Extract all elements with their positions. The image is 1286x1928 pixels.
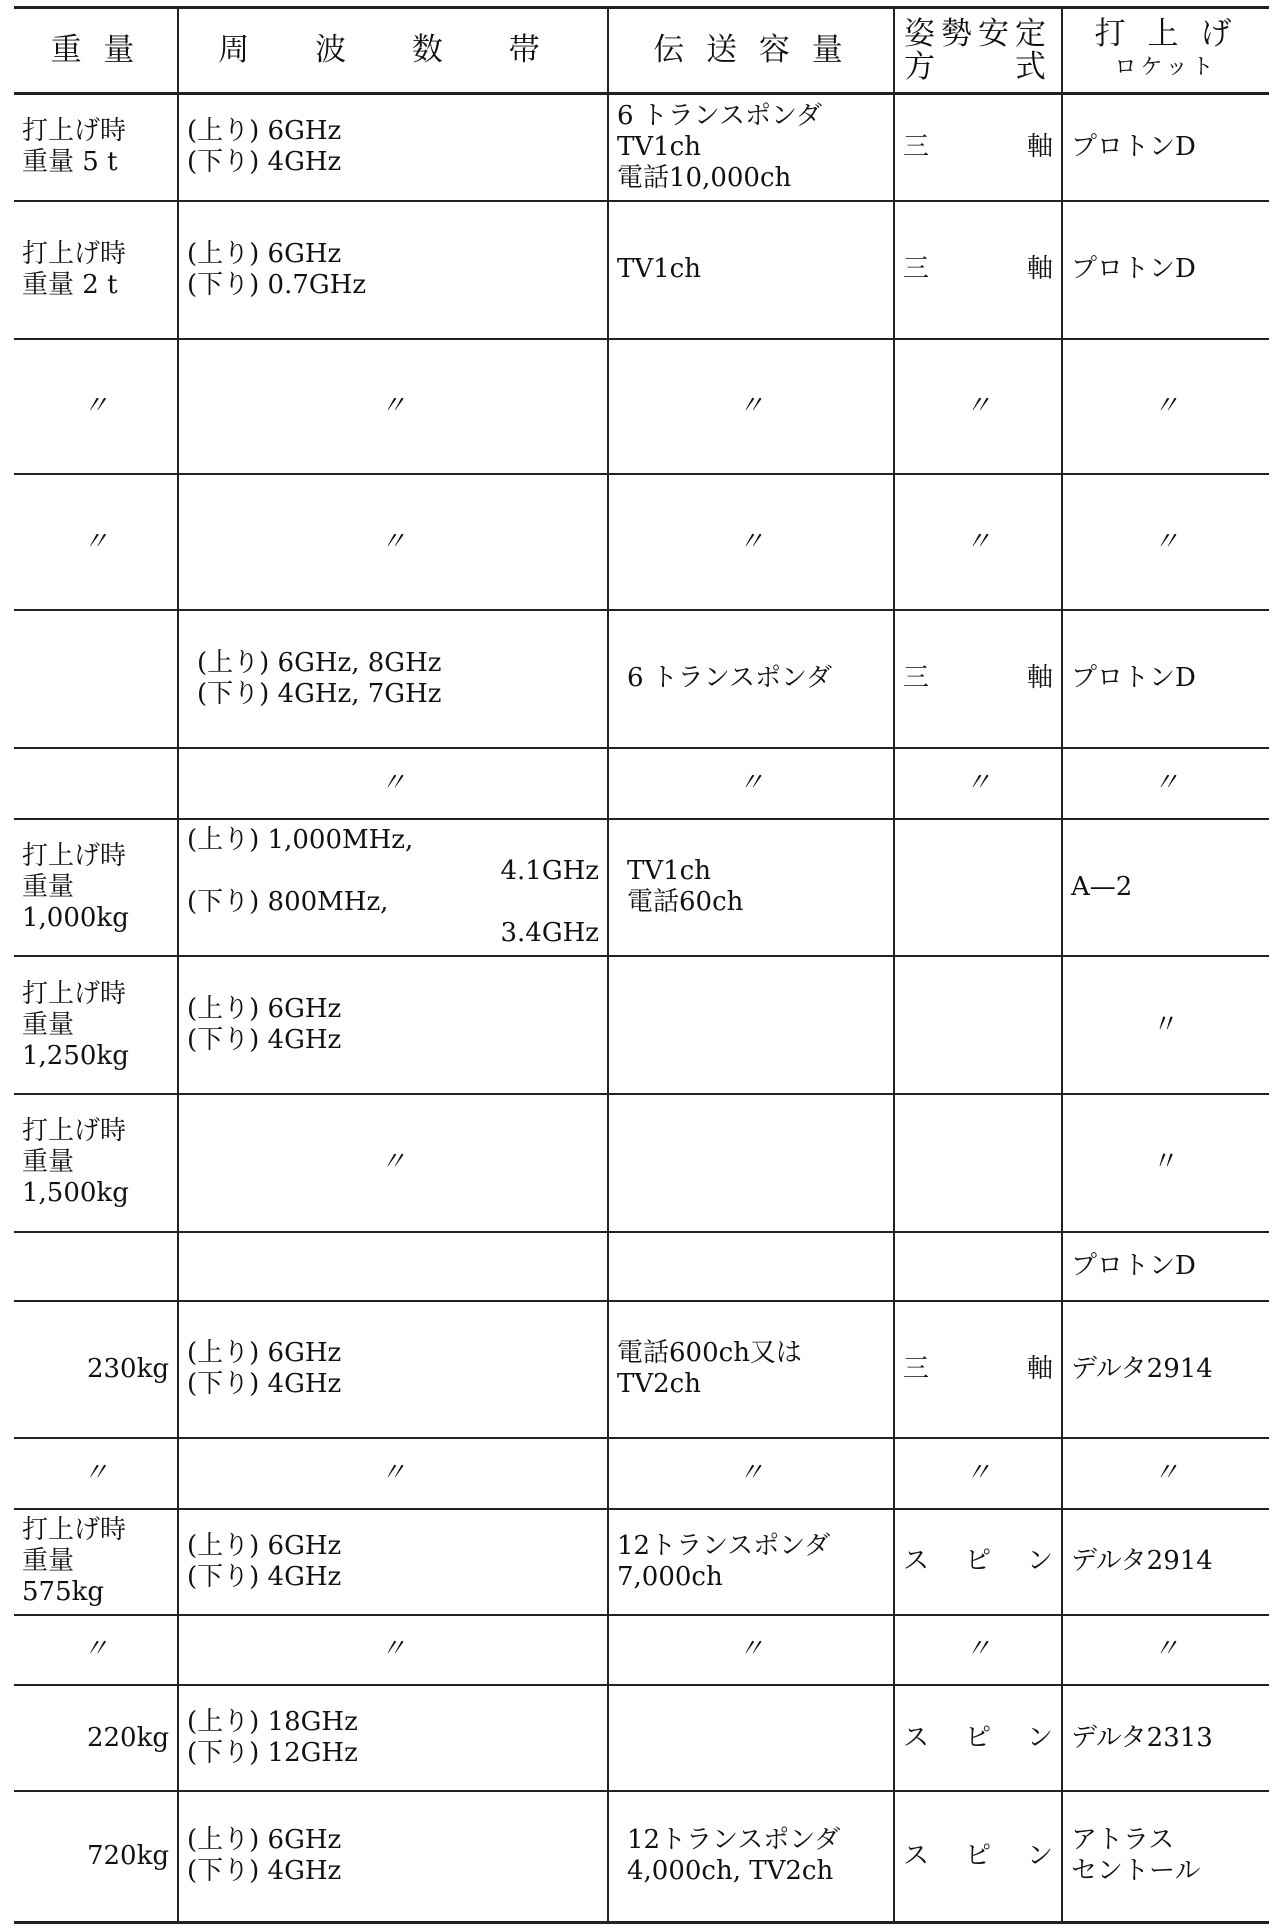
cell-capacity: 6 トランスポンダ TV1ch 電話10,000ch xyxy=(608,94,894,201)
cell-frequency: (上り) 6GHz (下り) 4GHz xyxy=(178,956,608,1094)
cell-frequency: 〃 xyxy=(178,1615,608,1686)
table-row xyxy=(14,610,1269,748)
cell-capacity: TV1ch 電話60ch xyxy=(608,819,894,957)
frequency-down: (下り) 800MHz, xyxy=(187,887,389,918)
header-rocket-line1: 打 上 げ xyxy=(1094,15,1238,52)
frequency-down-cont: 3.4GHz xyxy=(500,918,599,949)
cell-capacity: TV1ch xyxy=(608,201,894,339)
table-row xyxy=(14,1301,1269,1439)
cell-attitude: 〃 xyxy=(894,339,1062,475)
cell-weight: 220kg xyxy=(14,1685,178,1790)
cell-rocket: デルタ2914 xyxy=(1062,1301,1269,1439)
cell-weight xyxy=(14,1232,178,1301)
cell-rocket: 〃 xyxy=(1062,748,1269,819)
cell-rocket: デルタ2313 xyxy=(1062,1685,1269,1790)
cell-weight: 〃 xyxy=(14,1438,178,1509)
cell-attitude xyxy=(894,819,1062,957)
header-attitude-line2: 方 式 xyxy=(904,48,1052,85)
cell-attitude: 三 軸 xyxy=(894,1301,1062,1439)
cell-rocket: プロトンD xyxy=(1062,610,1269,748)
cell-rocket: 〃 xyxy=(1062,956,1269,1094)
cell-weight: 〃 xyxy=(14,339,178,475)
cell-weight: 〃 xyxy=(14,474,178,610)
cell-frequency: (上り) 18GHz (下り) 12GHz xyxy=(178,1685,608,1790)
cell-attitude xyxy=(894,956,1062,1094)
frequency-up-cont: 4.1GHz xyxy=(500,856,599,887)
cell-attitude: 三 軸 xyxy=(894,610,1062,748)
cell-rocket: デルタ2914 xyxy=(1062,1509,1269,1614)
cell-frequency: (上り) 6GHz (下り) 4GHz xyxy=(178,1509,608,1614)
cell-frequency: (上り) 6GHz (下り) 4GHz xyxy=(178,94,608,201)
table-row xyxy=(14,1791,1269,1923)
header-rocket xyxy=(1062,8,1269,94)
cell-attitude: ス ピ ン xyxy=(894,1685,1062,1790)
table-row xyxy=(14,1438,1269,1509)
cell-weight: 720kg xyxy=(14,1791,178,1923)
cell-rocket: 〃 xyxy=(1062,1094,1269,1232)
header-weight: 重 量 xyxy=(14,8,178,94)
cell-rocket: 〃 xyxy=(1062,339,1269,475)
table-row xyxy=(14,1509,1269,1614)
cell-capacity xyxy=(608,1685,894,1790)
cell-weight: 打上げ時 重量 5 t xyxy=(14,94,178,201)
cell-rocket: A—2 xyxy=(1062,819,1269,957)
cell-capacity: 〃 xyxy=(608,339,894,475)
cell-attitude: 〃 xyxy=(894,1615,1062,1686)
cell-rocket: プロトンD xyxy=(1062,94,1269,201)
cell-weight: 打上げ時 重量 575kg xyxy=(14,1509,178,1614)
cell-weight xyxy=(14,610,178,748)
table-row xyxy=(14,1615,1269,1686)
cell-rocket: プロトンD xyxy=(1062,1232,1269,1301)
cell-frequency xyxy=(178,1232,608,1301)
cell-rocket: 〃 xyxy=(1062,1438,1269,1509)
frequency-up: (上り) 1,000MHz, xyxy=(187,825,414,856)
cell-capacity: 〃 xyxy=(608,1438,894,1509)
cell-frequency: 〃 xyxy=(178,748,608,819)
header-capacity: 伝 送 容 量 xyxy=(608,8,894,94)
table-row xyxy=(14,819,1269,957)
cell-capacity xyxy=(608,1232,894,1301)
cell-frequency: (上り) 6GHz (下り) 4GHz xyxy=(178,1791,608,1923)
header-row xyxy=(14,8,1269,94)
cell-frequency: (上り) 6GHz (下り) 0.7GHz xyxy=(178,201,608,339)
cell-capacity: 12トランスポンダ 7,000ch xyxy=(608,1509,894,1614)
cell-capacity xyxy=(608,1094,894,1232)
cell-attitude: 〃 xyxy=(894,748,1062,819)
cell-frequency: (上り) 6GHz (下り) 4GHz xyxy=(178,1301,608,1439)
cell-weight: 230kg xyxy=(14,1301,178,1439)
cell-attitude xyxy=(894,1232,1062,1301)
table-row xyxy=(14,201,1269,339)
header-attitude xyxy=(894,8,1062,94)
header-frequency: 周 波 数 帯 xyxy=(178,8,608,94)
table-row xyxy=(14,94,1269,201)
cell-attitude: ス ピ ン xyxy=(894,1791,1062,1923)
table-row xyxy=(14,339,1269,475)
cell-rocket: プロトンD xyxy=(1062,201,1269,339)
cell-frequency: 〃 xyxy=(178,1438,608,1509)
cell-weight: 〃 xyxy=(14,1615,178,1686)
cell-capacity xyxy=(608,956,894,1094)
cell-frequency: 〃 xyxy=(178,474,608,610)
satellite-spec-table xyxy=(14,6,1269,1924)
table-row xyxy=(14,1685,1269,1790)
cell-capacity: 〃 xyxy=(608,748,894,819)
table-row xyxy=(14,748,1269,819)
cell-rocket: アトラス セントール xyxy=(1062,1791,1269,1923)
cell-frequency: (上り) 6GHz, 8GHz (下り) 4GHz, 7GHz xyxy=(178,610,608,748)
table-row xyxy=(14,956,1269,1094)
cell-capacity: 〃 xyxy=(608,1615,894,1686)
cell-weight: 打上げ時 重量 1,250kg xyxy=(14,956,178,1094)
cell-frequency: 〃 xyxy=(178,339,608,475)
cell-weight xyxy=(14,748,178,819)
cell-rocket: 〃 xyxy=(1062,474,1269,610)
cell-weight: 打上げ時 重量 2 t xyxy=(14,201,178,339)
cell-attitude: 三 軸 xyxy=(894,201,1062,339)
cell-attitude xyxy=(894,1094,1062,1232)
cell-rocket: 〃 xyxy=(1062,1615,1269,1686)
cell-weight: 打上げ時 重量 1,000kg xyxy=(14,819,178,957)
cell-capacity: 12トランスポンダ 4,000ch, TV2ch xyxy=(608,1791,894,1923)
cell-capacity: 〃 xyxy=(608,474,894,610)
cell-attitude: ス ピ ン xyxy=(894,1509,1062,1614)
cell-attitude: 〃 xyxy=(894,1438,1062,1509)
cell-attitude: 三 軸 xyxy=(894,94,1062,201)
header-attitude-line1: 姿勢安定 xyxy=(904,15,1052,52)
table-row xyxy=(14,1094,1269,1232)
cell-frequency xyxy=(178,819,608,957)
cell-weight: 打上げ時 重量 1,500kg xyxy=(14,1094,178,1232)
cell-frequency: 〃 xyxy=(178,1094,608,1232)
table-row xyxy=(14,1232,1269,1301)
table-row xyxy=(14,474,1269,610)
cell-capacity: 電話600ch又は TV2ch xyxy=(608,1301,894,1439)
cell-capacity: 6 トランスポンダ xyxy=(608,610,894,748)
cell-attitude: 〃 xyxy=(894,474,1062,610)
header-rocket-line2: ロケット xyxy=(1114,54,1218,80)
